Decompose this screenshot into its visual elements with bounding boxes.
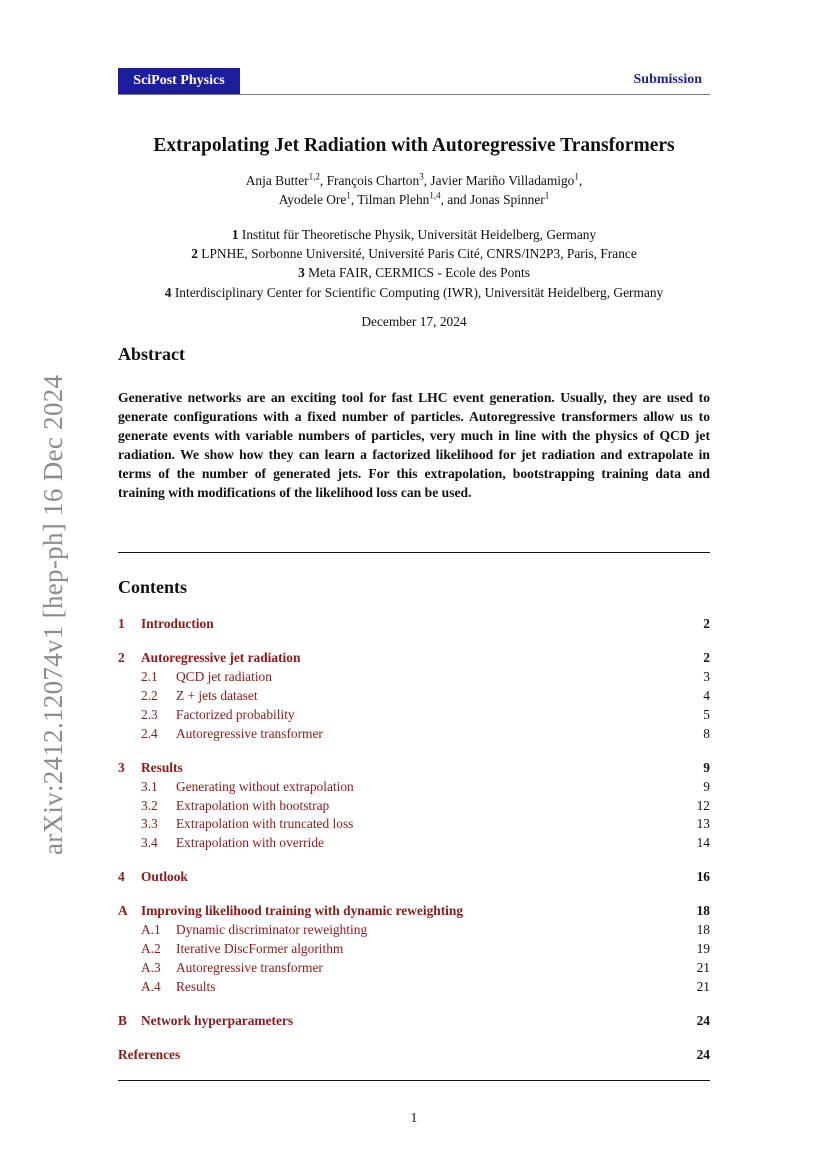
toc-link[interactable]: Results — [141, 760, 183, 775]
toc-entry[interactable] — [118, 648, 710, 667]
toc-entry[interactable] — [118, 705, 710, 724]
author-affiliation-mark: 1,4 — [429, 190, 441, 201]
author-separator: , — [578, 173, 583, 188]
toc-entry[interactable] — [118, 796, 710, 815]
author-name: Javier Mariño Villadamigo — [430, 173, 575, 188]
arxiv-stamp: arXiv:2412.12074v1 [hep-ph] 16 Dec 2024 — [38, 374, 68, 855]
toc-page-number[interactable]: 8 — [703, 726, 710, 741]
toc-entry[interactable] — [118, 724, 710, 743]
toc-page-number[interactable]: 3 — [703, 669, 710, 684]
toc-link[interactable]: Dynamic discriminator reweighting — [176, 922, 368, 937]
toc-page-number[interactable]: 14 — [696, 835, 710, 850]
toc-number: A.1 — [141, 922, 161, 937]
toc-page-number[interactable]: 21 — [696, 960, 710, 975]
toc-number: B — [118, 1013, 127, 1028]
author-separator: , — [350, 192, 358, 207]
toc-number: A — [118, 903, 128, 918]
toc-entry[interactable] — [118, 867, 710, 886]
toc-number: A.2 — [141, 941, 161, 956]
toc-number: 3.1 — [141, 779, 158, 794]
affiliation-item: 2 LPNHE, Sorbonne Université, Université Paris Cité, CNRS/IN2P3, Paris, France — [191, 246, 637, 262]
paper-title: Extrapolating Jet Radiation with Autoregressive Transformers — [153, 135, 675, 156]
toc-page-number[interactable]: 21 — [696, 979, 710, 994]
toc-page-number[interactable]: 12 — [696, 798, 710, 813]
journal-badge[interactable]: SciPost Physics — [118, 68, 240, 94]
affiliation-item: 1 Institut für Theoretische Physik, Universität Heidelberg, Germany — [231, 227, 597, 242]
toc-link[interactable]: Autoregressive jet radiation — [141, 650, 301, 665]
toc-page-number[interactable]: 13 — [696, 816, 710, 831]
toc-number: 2.1 — [141, 669, 158, 684]
toc-link[interactable]: References — [118, 1047, 181, 1062]
toc-number: 2.4 — [141, 726, 158, 741]
author-line-1 — [0, 171, 828, 190]
toc-link[interactable]: Autoregressive transformer — [176, 960, 323, 975]
affiliation-list — [0, 225, 828, 302]
author-affiliation-mark: 3 — [419, 171, 424, 182]
toc-entry[interactable] — [118, 939, 710, 958]
toc-entry[interactable] — [118, 814, 710, 833]
toc-page-number[interactable]: 2 — [703, 616, 710, 631]
submission-label: Submission — [633, 72, 702, 87]
toc-link[interactable]: Introduction — [141, 616, 214, 631]
author-name: Ayodele Ore — [278, 192, 347, 207]
toc-link[interactable]: Extrapolation with override — [176, 835, 324, 850]
abstract-heading: Abstract — [118, 344, 185, 364]
toc-entry[interactable] — [118, 1011, 710, 1030]
author-affiliation-mark: 1 — [574, 171, 579, 182]
contents-heading: Contents — [118, 577, 188, 597]
toc-link[interactable]: Outlook — [141, 869, 188, 884]
toc-link[interactable]: Improving likelihood training with dynamic reweighting — [141, 903, 464, 918]
author-separator: , — [319, 173, 327, 188]
toc-link[interactable]: Z + jets dataset — [176, 688, 258, 703]
author-name: Tilman Plehn — [357, 192, 430, 207]
toc-page-number[interactable]: 9 — [703, 779, 710, 794]
publication-date: December 17, 2024 — [361, 314, 467, 329]
toc-page-number[interactable]: 4 — [703, 688, 710, 703]
abstract-text: Generative networks are an exciting tool for fast LHC event generation. Usually, they are used to generate configurations with a fixed number of particles. Autoregressive transformers allow us to generate events with variable numbers of particles, very much in line with the physics of QCD jet radiation. We show how they can learn a factorized likelihood for jet radiation and extrapolate in terms of the number of generated jets. For this extrapolation, bootstrapping training data and training with modifications of the likelihood loss can be used. — [118, 390, 710, 500]
toc-page-number[interactable]: 2 — [703, 650, 710, 665]
toc-link[interactable]: QCD jet radiation — [176, 669, 272, 684]
author-affiliation-mark: 1 — [544, 190, 550, 201]
toc-page-number[interactable]: 5 — [703, 707, 710, 722]
toc-number: 2.2 — [141, 688, 158, 703]
section-divider — [118, 552, 710, 553]
toc-page-number[interactable]: 24 — [696, 1047, 710, 1062]
toc-entry[interactable] — [118, 958, 710, 977]
toc-page-number[interactable]: 16 — [696, 869, 710, 884]
author-name: Anja Butter — [245, 173, 309, 188]
toc-entry[interactable] — [118, 777, 710, 796]
toc-number: 4 — [118, 869, 125, 884]
toc-link[interactable]: Results — [176, 979, 216, 994]
toc-page-number[interactable]: 19 — [696, 941, 710, 956]
author-list — [0, 171, 828, 209]
toc-entry[interactable] — [118, 686, 710, 705]
toc-entry[interactable] — [118, 614, 710, 633]
toc-number: 3 — [118, 760, 125, 775]
affiliation-item: 4 Interdisciplinary Center for Scientific Computing (IWR), Universität Heidelberg, Germany — [164, 284, 664, 300]
toc-entry[interactable] — [118, 977, 710, 996]
toc-entry[interactable] — [118, 758, 710, 777]
toc-link[interactable]: Extrapolation with truncated loss — [176, 816, 354, 831]
toc-number: A.4 — [141, 979, 161, 994]
header-divider — [118, 94, 710, 95]
toc-link[interactable]: Network hyperparameters — [141, 1013, 294, 1028]
author-affiliation-mark: 1,2 — [308, 171, 320, 182]
affiliation-item: 3 Meta FAIR, CERMICS - Ecole des Ponts — [298, 265, 530, 281]
toc-link[interactable]: Iterative DiscFormer algorithm — [176, 941, 344, 956]
toc-link[interactable]: Factorized probability — [176, 707, 295, 722]
toc-entry[interactable] — [118, 1045, 710, 1064]
toc-link[interactable]: Autoregressive transformer — [176, 726, 323, 741]
toc-number: 3.3 — [141, 816, 158, 831]
toc-number: 2.3 — [141, 707, 158, 722]
toc-page-number[interactable]: 24 — [696, 1013, 710, 1028]
toc-entry[interactable] — [118, 920, 710, 939]
author-affiliation-mark: 1 — [346, 190, 351, 201]
author-line-2 — [0, 190, 828, 209]
toc-number: 3.4 — [141, 835, 158, 850]
toc-page-number[interactable]: 9 — [703, 760, 710, 775]
page-number: 1 — [410, 1110, 418, 1125]
toc-number: 3.2 — [141, 798, 158, 813]
author-separator: , — [423, 173, 431, 188]
toc-page-number[interactable]: 18 — [696, 922, 710, 937]
toc-link[interactable]: Generating without extrapolation — [176, 779, 354, 794]
toc-entry[interactable] — [118, 833, 710, 852]
toc-number: 2 — [118, 650, 125, 665]
author-separator: , and — [440, 192, 470, 207]
toc-page-number[interactable]: 18 — [696, 903, 710, 918]
toc-number: A.3 — [141, 960, 161, 975]
section-divider — [118, 1080, 710, 1081]
toc-entry[interactable] — [118, 667, 710, 686]
author-name: Jonas Spinner — [469, 192, 545, 207]
toc-entry[interactable] — [118, 901, 710, 920]
toc-number: 1 — [118, 616, 125, 631]
toc-link[interactable]: Extrapolation with bootstrap — [176, 798, 330, 813]
author-name: François Charton — [326, 173, 420, 188]
